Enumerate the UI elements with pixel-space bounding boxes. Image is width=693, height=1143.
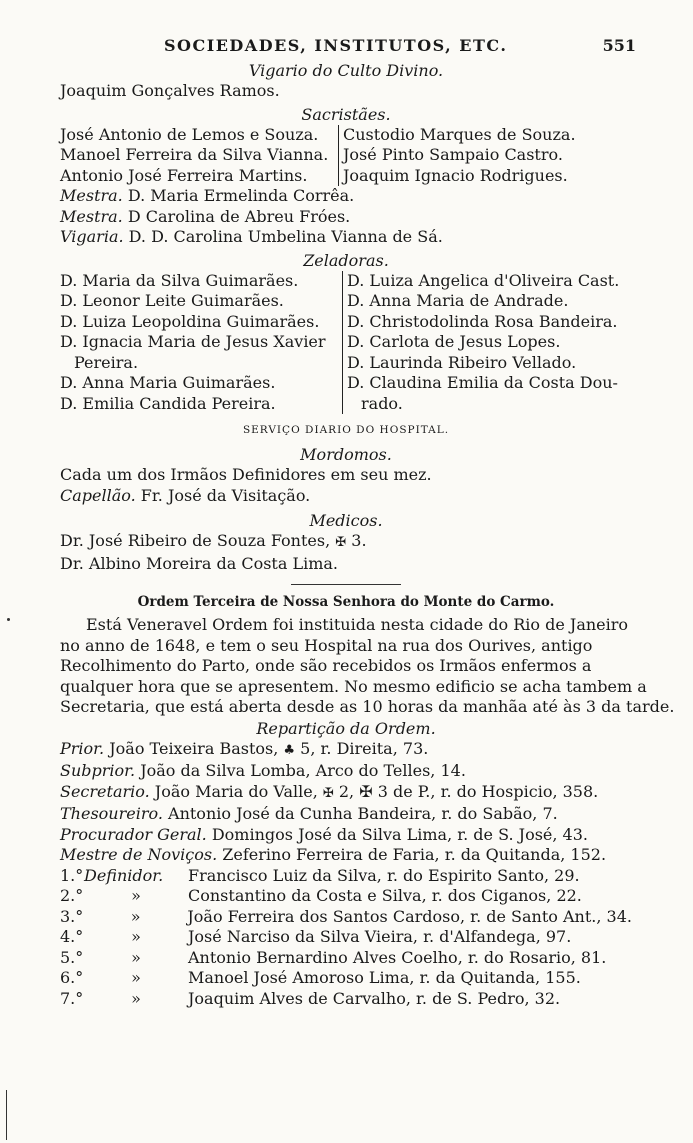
list-item: D. Luiza Angelica d'Oliveira Cast. (347, 270, 620, 290)
ditto-mark: » (131, 886, 141, 905)
list-item: D. Claudina Emilia da Costa Dou- (347, 373, 618, 392)
list-item: D. Laurinda Ribeiro Vellado. (347, 352, 577, 372)
officer-rest: 5, r. Direita, 73. (300, 738, 429, 758)
sacristaes-left-column (60, 125, 338, 187)
definidor-row (60, 989, 632, 1010)
person-name: D. D. Carolina Umbelina Vianna de Sá. (128, 227, 443, 246)
list-item: Pereira. (74, 352, 139, 372)
role-label: Mestra. (60, 206, 123, 226)
person-name: Dr. José Ribeiro de Souza Fontes, (60, 531, 331, 550)
medicos-heading: Medicos. (309, 511, 383, 530)
paragraph-line: Recolhimento do Parto, onde são recebidos os Irmãos enfermos a (60, 656, 592, 675)
ordem-paragraph (60, 615, 675, 718)
definidor-row (60, 866, 632, 887)
divider-rule (291, 584, 401, 585)
ordinal: 6.° (60, 968, 84, 987)
officer-thesoureiro (60, 804, 632, 825)
ordinal: 7.° (60, 988, 84, 1008)
list-item: D. Emilia Candida Pereira. (60, 393, 276, 413)
person-name: Constantino da Costa e Silva, r. dos Ciganos, 22. (188, 886, 582, 905)
paragraph-line: Secretaria, que está aberta desde as 10 horas da manhãa até às 3 da tarde. (60, 697, 675, 716)
role-label: Mestra. (60, 186, 123, 205)
ordem-title: Ordem Terceira de Nossa Senhora do Monte do Carmo. (137, 594, 555, 610)
ordinal: 5.° (60, 947, 84, 967)
paragraph-line: no anno de 1648, e tem o seu Hospital na rua dos Ourives, antigo (60, 635, 593, 655)
vigario-heading: Vigario do Culto Divino. (248, 61, 444, 80)
officer-subprior (60, 761, 632, 782)
servico-heading: SERVIÇO DIARIO DO HOSPITAL. (242, 424, 450, 436)
list-item: José Antonio de Lemos e Souza. (60, 124, 319, 144)
mestra-2 (60, 207, 632, 228)
zeladoras-left-column (60, 271, 342, 415)
officer-text: João Teixeira Bastos, (109, 738, 279, 758)
role-label: Subprior. (60, 761, 136, 780)
page-header (60, 36, 636, 66)
list-item: D. Carlota de Jesus Lopes. (347, 332, 561, 351)
role-label: Secretario. (60, 781, 150, 801)
page-edge-line (6, 1090, 7, 1140)
officer-secretario (60, 782, 632, 805)
zeladoras-right-column (342, 271, 619, 415)
list-item: D. Christodolinda Rosa Bandeira. (347, 311, 618, 331)
officers-list (60, 739, 632, 866)
mordomos-heading: Mordomos. (300, 445, 392, 464)
role-label: Vigaria. (60, 227, 124, 246)
role-label: Capellão. (60, 485, 136, 505)
list-item: D. Anna Maria de Andrade. (347, 291, 569, 310)
person-name: Fr. José da Visitação. (140, 485, 311, 505)
list-item: D. Anna Maria Guimarães. (60, 373, 276, 392)
margin-mark (7, 618, 10, 621)
officer-text: João Maria do Valle, (154, 781, 318, 801)
ordinal: 2.° (60, 886, 84, 905)
list-item: rado. (361, 393, 403, 413)
sacristaes-right-column (338, 125, 576, 187)
list-item: Joaquim Ignacio Rodrigues. (343, 165, 568, 185)
definidor-row (60, 927, 632, 948)
officer-text: Antonio José da Cunha Bandeira, r. do Sabão, 7. (168, 804, 558, 823)
sacristaes-list (60, 125, 632, 187)
person-name: Manoel José Amoroso Lima, r. da Quitanda, 155. (188, 968, 581, 987)
running-head: SOCIEDADES, INSTITUTOS, ETC. (164, 36, 508, 55)
role-label: Prior. (60, 738, 105, 758)
list-item: Custodio Marques de Souza. (343, 124, 576, 144)
ordinal: 1.° (60, 865, 84, 885)
role-label: Procurador Geral. (60, 824, 207, 844)
list-item: Manoel Ferreira da Silva Vianna. (60, 145, 329, 164)
ordinal: 3.° (60, 906, 84, 926)
cross-icon: ✠ (335, 535, 347, 550)
officer-text: Domingos José da Silva Lima, r. de S. José, 43. (211, 824, 588, 844)
list-item: D. Maria da Silva Guimarães. (60, 270, 299, 290)
ditto-mark: » (131, 947, 141, 967)
officer-prior (60, 739, 632, 762)
officer-text: Zeferino Ferreira de Faria, r. da Quitanda, 152. (222, 845, 607, 864)
definidores-list (60, 866, 632, 1010)
list-item: D. Luiza Leopoldina Guimarães. (60, 311, 320, 331)
paragraph-line: qualquer hora que se apresentem. No mesmo edificio se acha tambem a (60, 676, 647, 696)
ditto-mark: » (131, 968, 141, 987)
definidor-row (60, 886, 632, 907)
paragraph-line: Está Veneravel Ordem foi instituida nesta cidade do Rio de Janeiro (86, 615, 629, 634)
order-insignia-icon: ♣ (283, 742, 296, 758)
ditto-mark: » (131, 927, 141, 946)
role-label: Thesoureiro. (60, 804, 163, 823)
medico-1 (60, 531, 632, 554)
officer-rest: 2, ✠ 3 de P., r. do Hospicio, 358. (338, 781, 599, 801)
person-name: José Narciso da Silva Vieira, r. d'Alfandega, 97. (188, 927, 572, 946)
person-name: Francisco Luiz da Silva, r. do Espirito Santo, 29. (188, 865, 580, 885)
page-number: 551 (602, 36, 636, 55)
officer-mestre (60, 845, 632, 866)
zeladoras-heading: Zeladoras. (303, 250, 389, 270)
person-name: Joaquim Alves de Carvalho, r. de S. Pedro, 32. (188, 988, 561, 1008)
person-name: João Ferreira dos Santos Cardoso, r. de Santo Ant., 34. (187, 906, 632, 926)
vigaria (60, 227, 632, 248)
list-item: Antonio José Ferreira Martins. (60, 165, 308, 185)
list-item: D. Ignacia Maria de Jesus Xavier (60, 332, 326, 351)
decoration-number: 3. (351, 531, 367, 550)
sacristaes-heading: Sacristães. (301, 104, 391, 124)
zeladoras-list (60, 271, 632, 415)
role-label: Mestre de Noviços. (60, 845, 218, 864)
capellao (60, 486, 632, 507)
definidor-row (60, 968, 632, 989)
officer-procurador (60, 825, 632, 846)
vigario-name: Joaquim Gonçalves Ramos. (60, 81, 280, 100)
medico-2 (60, 554, 632, 575)
list-item: José Pinto Sampaio Castro. (343, 145, 563, 164)
mestra-1 (60, 186, 632, 207)
person-name: Dr. Albino Moreira da Costa Lima. (60, 553, 339, 573)
role-label: Definidor. (84, 865, 164, 885)
definidor-row (60, 907, 632, 928)
cross-icon: ✠ (322, 785, 334, 801)
page (60, 36, 675, 1009)
ditto-mark: » (131, 988, 141, 1008)
person-name: D. Maria Ermelinda Corrêa. (127, 186, 355, 205)
officer-text: João da Silva Lomba, Arco do Telles, 14. (140, 761, 466, 780)
ordinal: 4.° (60, 927, 84, 946)
definidor-row (60, 948, 632, 969)
person-name: D Carolina de Abreu Fróes. (127, 206, 351, 226)
list-item: D. Leonor Leite Guimarães. (60, 291, 284, 310)
person-name: Antonio Bernardino Alves Coelho, r. do Rosario, 81. (188, 947, 607, 967)
mordomos-text: Cada um dos Irmãos Definidores em seu mez. (60, 465, 432, 484)
reparticao-heading: Repartição da Ordem. (256, 718, 436, 738)
ditto-mark: » (130, 906, 141, 926)
